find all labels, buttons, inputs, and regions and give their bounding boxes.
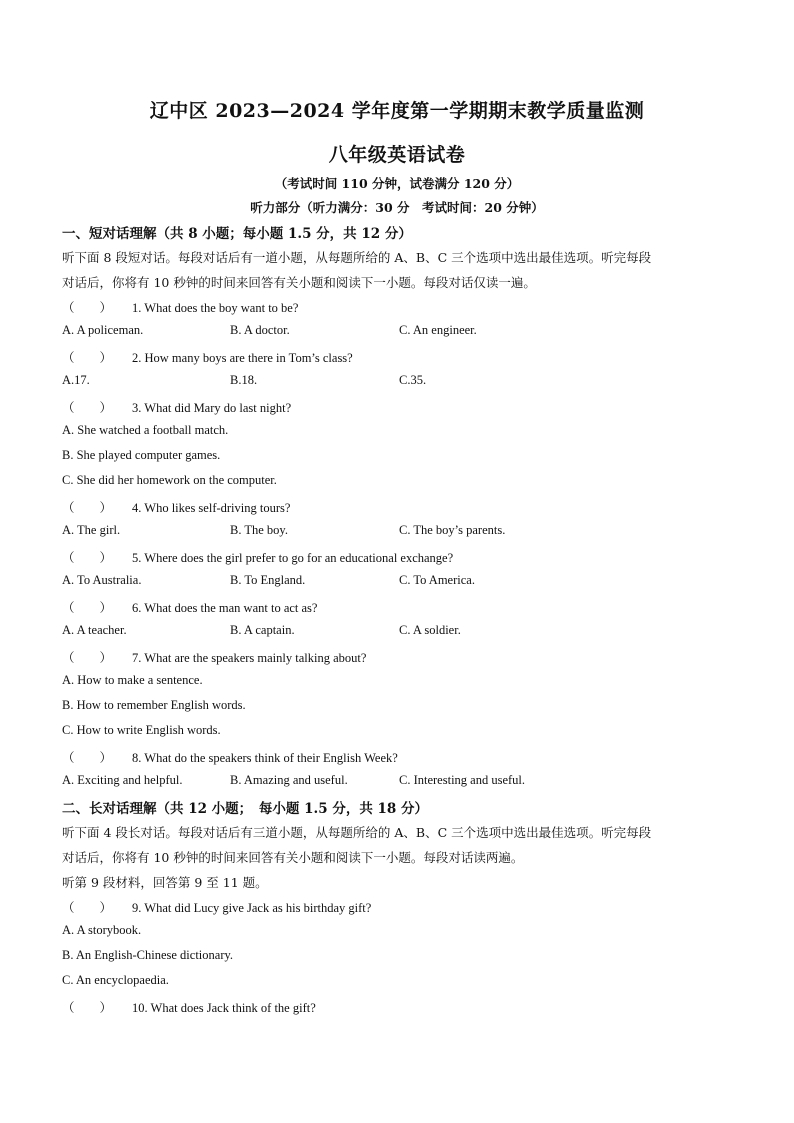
answer-blank[interactable]: （ ） (62, 601, 113, 615)
option-a: A. The girl. (62, 523, 121, 537)
option-a: A. To Australia. (62, 573, 142, 587)
question-6 (62, 598, 317, 616)
option-c: C. Interesting and useful. (399, 773, 526, 787)
exam-title: 辽中区 2023—2024 学年度第一学期期末教学质量监测 (149, 100, 645, 122)
question-4 (62, 498, 290, 516)
question-text: 2. How many boys are there in Tom’s class? (132, 351, 353, 365)
answer-blank[interactable]: （ ） (62, 301, 113, 315)
answer-blank[interactable]: （ ） (62, 901, 113, 915)
question-text: 3. What did Mary do last night? (132, 401, 292, 415)
question-8 (62, 748, 398, 766)
exam-subtitle: 八年级英语试卷 (328, 144, 466, 166)
option-c: C. To America. (399, 573, 475, 587)
question-text: 7. What are the speakers mainly talking about? (132, 651, 367, 665)
section-1-instructions-line: 听下面 8 段短对话。每段对话后有一道小题，从每题所给的 A、B、C 三个选项中选出最佳选项。听完每段 (62, 250, 652, 265)
answer-blank[interactable]: （ ） (62, 501, 113, 515)
question-text: 4. Who likes self-driving tours? (132, 501, 291, 515)
question-10 (62, 998, 316, 1016)
option-c: C.35. (399, 373, 427, 387)
option-a: A. How to make a sentence. (62, 673, 203, 687)
option-b: B. She played computer games. (62, 448, 221, 462)
question-text: 1. What does the boy want to be? (132, 301, 299, 315)
section-2-instructions-line: 听下面 4 段长对话。每段对话后有三道小题，从每题所给的 A、B、C 三个选项中选出最佳选项。听完每段 (62, 825, 652, 840)
option-a: A. A policeman. (62, 323, 144, 337)
option-a: A. Exciting and helpful. (62, 773, 183, 787)
section-2-instructions-line: 对话后，你将有 10 秒钟的时间来回答有关小题和阅读下一小题。每段对话读两遍。 (62, 850, 524, 865)
option-a: A. She watched a football match. (62, 423, 229, 437)
question-2 (62, 348, 353, 366)
option-a: A. A storybook. (62, 923, 142, 937)
option-c: C. The boy’s parents. (399, 523, 506, 537)
section-2-instructions-line: 听第 9 段材料，回答第 9 至 11 题。 (62, 875, 268, 890)
answer-blank[interactable]: （ ） (62, 351, 113, 365)
section-2-heading: 二、长对话理解（共 12 小题； 每小题 1.5 分，共 18 分） (62, 801, 429, 817)
option-c: C. An engineer. (399, 323, 477, 337)
question-text: 5. Where does the girl prefer to go for an educational exchange? (132, 551, 454, 565)
answer-blank[interactable]: （ ） (62, 401, 113, 415)
option-b: B. Amazing and useful. (230, 773, 348, 787)
option-c: C. She did her homework on the computer. (62, 473, 277, 487)
question-7 (62, 648, 366, 666)
section-1-instructions-line: 对话后，你将有 10 秒钟的时间来回答有关小题和阅读下一小题。每段对话仅读一遍。 (62, 275, 536, 290)
answer-blank[interactable]: （ ） (62, 1001, 113, 1015)
question-9 (62, 898, 371, 916)
option-c: C. A soldier. (399, 623, 461, 637)
question-1 (62, 298, 298, 316)
section-1-heading: 一、短对话理解（共 8 小题；每小题 1.5 分，共 12 分） (62, 226, 412, 242)
option-a: A.17. (62, 373, 90, 387)
option-b: B. To England. (230, 573, 306, 587)
question-text: 8. What do the speakers think of their English Week? (132, 751, 398, 765)
option-b: B. A captain. (230, 623, 295, 637)
question-text: 6. What does the man want to act as? (132, 601, 318, 615)
question-text: 9. What did Lucy give Jack as his birthday gift? (132, 901, 372, 915)
question-5 (62, 548, 453, 566)
option-c: C. An encyclopaedia. (62, 973, 169, 987)
exam-time-note: （考试时间 110 分钟，试卷满分 120 分） (274, 176, 520, 191)
option-b: B.18. (230, 373, 258, 387)
option-b: B. How to remember English words. (62, 698, 246, 712)
question-text: 10. What does Jack think of the gift? (132, 1001, 316, 1015)
option-b: B. An English-Chinese dictionary. (62, 948, 234, 962)
option-b: B. The boy. (230, 523, 288, 537)
answer-blank[interactable]: （ ） (62, 551, 113, 565)
listening-note: 听力部分（听力满分：30 分 考试时间：20 分钟） (250, 200, 544, 215)
question-3 (62, 398, 291, 416)
answer-blank[interactable]: （ ） (62, 651, 113, 665)
option-c: C. How to write English words. (62, 723, 221, 737)
option-b: B. A doctor. (230, 323, 290, 337)
option-a: A. A teacher. (62, 623, 127, 637)
answer-blank[interactable]: （ ） (62, 751, 113, 765)
